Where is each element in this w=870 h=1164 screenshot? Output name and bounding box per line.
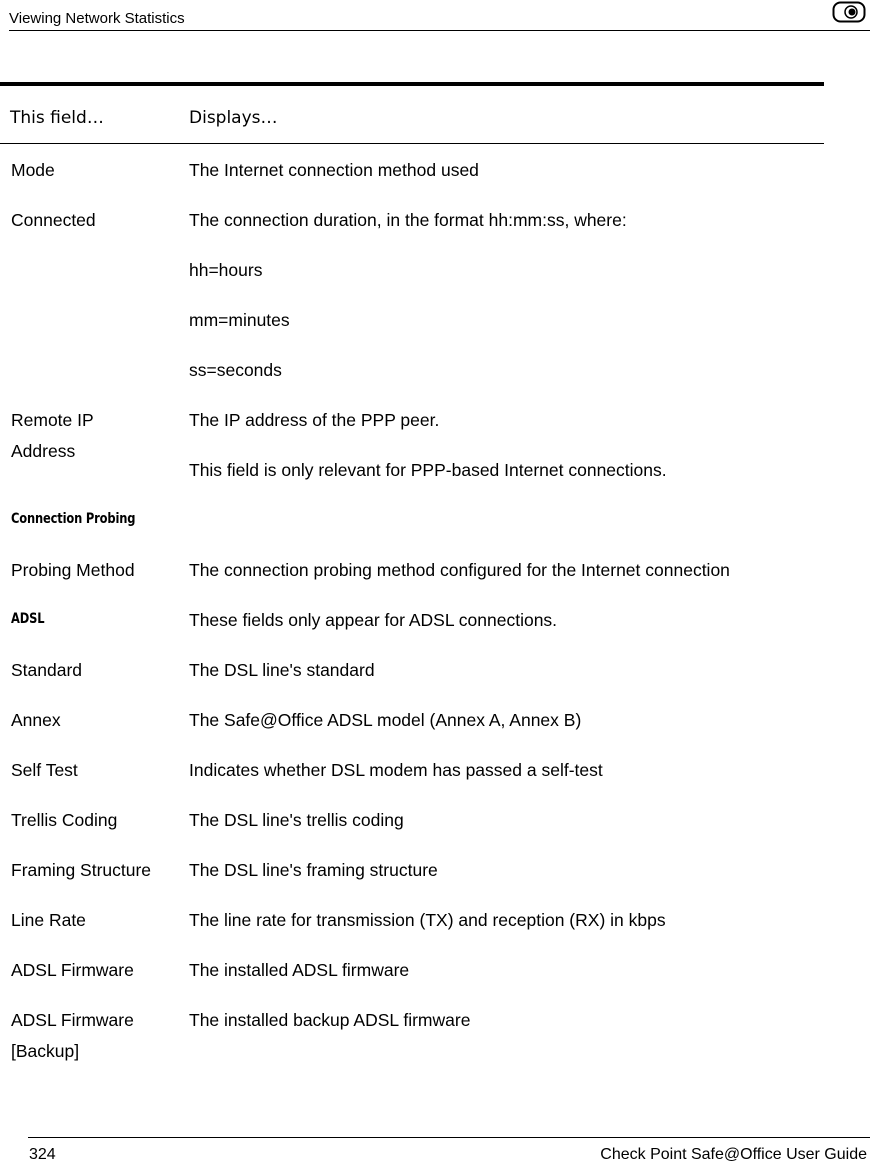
field-label: [Backup] xyxy=(11,1041,80,1061)
field-description: The DSL line's standard xyxy=(189,660,375,680)
field-label: Self Test xyxy=(11,760,78,780)
page-number: 324 xyxy=(29,1146,56,1163)
table-header-rule xyxy=(0,143,824,144)
section-heading: ADSL xyxy=(11,611,45,627)
field-label: Address xyxy=(11,441,76,461)
header-rule xyxy=(9,30,870,31)
footer-rule xyxy=(28,1137,870,1138)
field-description: The Internet connection method used xyxy=(189,160,479,180)
field-description: The Safe@Office ADSL model (Annex A, Annex B) xyxy=(189,710,582,730)
header-title: Viewing Network Statistics xyxy=(9,10,185,27)
field-description: ss=seconds xyxy=(189,360,282,380)
field-description: The connection duration, in the format hh:mm:ss, where: xyxy=(189,210,627,230)
field-label: Probing Method xyxy=(11,560,135,580)
field-description: hh=hours xyxy=(189,260,263,280)
field-label: Mode xyxy=(11,160,55,180)
field-description: The DSL line's framing structure xyxy=(189,860,438,880)
field-description: The connection probing method configured for the Internet connection xyxy=(189,560,730,580)
field-label: Standard xyxy=(11,660,83,680)
field-description: The installed ADSL firmware xyxy=(189,960,410,980)
column-header-displays: Displays… xyxy=(189,108,278,128)
field-label: Trellis Coding xyxy=(11,810,118,830)
guide-title: Check Point Safe@Office User Guide xyxy=(600,1146,867,1163)
field-description: The DSL line's trellis coding xyxy=(189,810,404,830)
field-description: Indicates whether DSL modem has passed a self-test xyxy=(189,760,603,780)
disc-icon xyxy=(832,1,866,23)
field-description: The installed backup ADSL firmware xyxy=(189,1010,471,1030)
field-label: Connected xyxy=(11,210,96,230)
field-label: ADSL Firmware xyxy=(11,960,134,980)
section-heading: Connection Probing xyxy=(11,511,136,527)
field-description: This field is only relevant for PPP-based Internet connections. xyxy=(189,460,667,480)
field-description: mm=minutes xyxy=(189,310,290,330)
field-description: The line rate for transmission (TX) and reception (RX) in kbps xyxy=(189,910,666,930)
table-top-rule xyxy=(0,82,824,86)
field-description: The IP address of the PPP peer. xyxy=(189,410,440,430)
column-header-field: This field… xyxy=(10,108,104,128)
field-label: Framing Structure xyxy=(11,860,152,880)
field-label: Line Rate xyxy=(11,910,86,930)
field-description: These fields only appear for ADSL connections. xyxy=(189,610,558,630)
field-label: Annex xyxy=(11,710,61,730)
field-label: Remote IP xyxy=(11,410,94,430)
field-label: ADSL Firmware xyxy=(11,1010,134,1030)
